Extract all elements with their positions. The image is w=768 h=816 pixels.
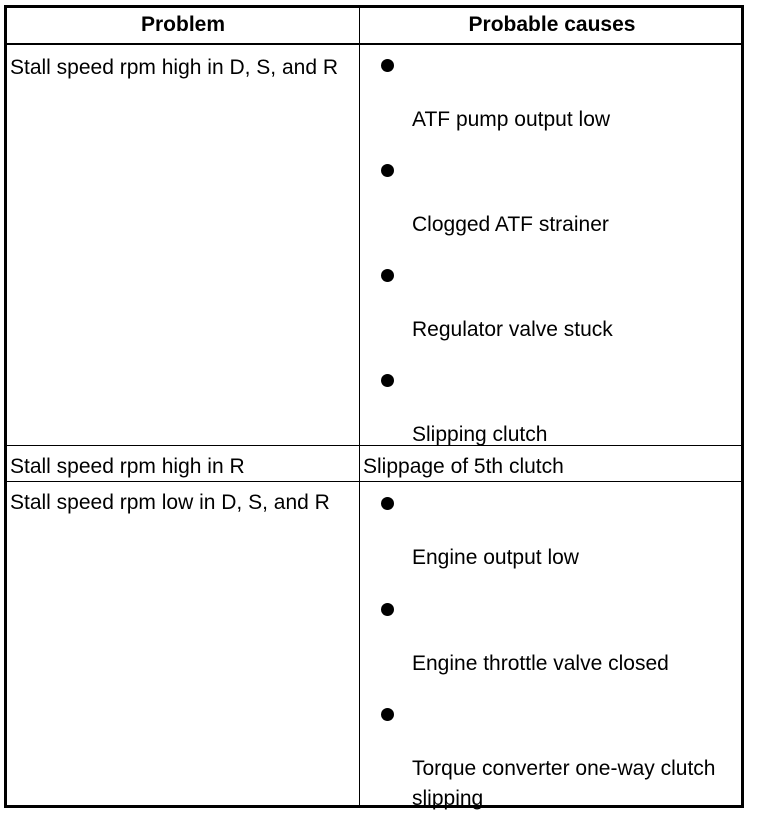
row-1-cause-1: ATF pump output low [412, 108, 611, 131]
bullet-icon [381, 269, 394, 282]
header-probable-causes: Probable causes [468, 13, 636, 36]
row-1-cause-4: Slipping clutch [412, 423, 548, 446]
row-1-cause-2: Clogged ATF strainer [412, 213, 609, 236]
row-divider [7, 481, 741, 482]
row-3-cause-2: Engine throttle valve closed [412, 652, 669, 675]
row-1-cause-3: Regulator valve stuck [412, 318, 613, 341]
bullet-icon [381, 164, 394, 177]
row-1-problem: Stall speed rpm high in D, S, and R [10, 56, 339, 79]
bullet-icon [381, 374, 394, 387]
bullet-icon [381, 59, 394, 72]
bullet-icon [381, 708, 394, 721]
row-2-problem: Stall speed rpm high in R [10, 455, 245, 478]
bullet-icon [381, 497, 394, 510]
row-divider [7, 445, 741, 446]
bullet-icon [381, 603, 394, 616]
row-3-cause-1: Engine output low [412, 546, 579, 569]
row-2-cause: Slippage of 5th clutch [363, 455, 564, 478]
column-divider [359, 8, 360, 805]
header-problem: Problem [140, 13, 226, 36]
troubleshooting-table [4, 5, 744, 808]
row-3-problem: Stall speed rpm low in D, S, and R [10, 491, 330, 514]
row-3-cause-3: Torque converter one-way clutch slipping [412, 757, 716, 810]
header-divider [7, 43, 741, 45]
